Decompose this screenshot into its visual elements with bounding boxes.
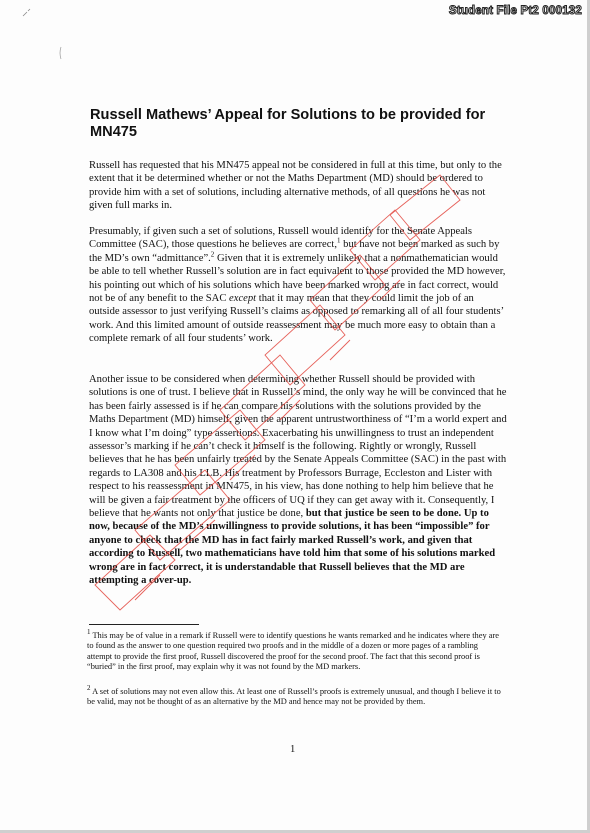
paragraph-2-text: Given that it is extremely unlikely that a nonmathematician would be able to tell whether Russell’s solution are in fact equivalent to those provided the MD however, his pointing out which of his solutions which have been marked wrong are in fact correct, would not be of any benefit to the SAC — [89, 252, 506, 305]
footnote-divider — [89, 624, 199, 625]
paragraph-3 — [89, 373, 507, 588]
scan-speck — [58, 46, 62, 60]
document-title: Russell Mathews’ Appeal for Solutions to be provided for MN475 — [90, 107, 486, 140]
file-stamp: Student File Pt2 000132 — [448, 5, 582, 17]
footnote-ref-2: 2 — [210, 250, 215, 259]
paragraph-2-text: Presumably, if given such a set of solutions, Russell would identify for the Senate Appeals Committee (SAC), those questions he believes are correct, — [89, 226, 472, 251]
paragraph-3-text: Another issue to be considered when determining whether Russell should be provided with solutions is one of trust. I believe that in Russell’s mind, the only way he will be convinced that he has been fairly assessed is if he can compare his solutions with the solutions provided by the Maths Department (MD) himself, given the apparent untrustworthiness of “I’m a world expert and I know what I’m doing” type assertions. Exacerbating his unwillingness to trust an independent assessor’s marking if he can’t check it himself is the following. Rightly or wrongly, Russell believes that he has been unfairly treated by the Senate Appeals Committee (SAC) in the past with regards to LA308 and his LLB. His treatment by Professors Burrage, Eccleston and Lister with respect to his reassessment in MN475, in his view, has done nothing to help him believe that he will be given a fair treatment by the officers of UQ if they can get away with it. Consequently, I believe that he wants not only that justice be done, — [89, 374, 507, 520]
footnote-ref-1: 1 — [337, 236, 341, 245]
footnote-1 — [87, 628, 505, 673]
footnote-text: A set of solutions may not even allow this. At least one of Russell’s proofs is extremely unusual, and though I believe it to be valid, may not be thought of as an alternative by the MD and hence may not be provided by them. — [87, 687, 501, 707]
footnote-mark: 1 — [87, 628, 91, 637]
page-number: 1 — [290, 744, 296, 755]
paragraph-3-bold-text: but that justice be seen to be done. Up to now, because of the MD’s unwillingness to provide solutions, it has been “impossible” for anyone to check that the MD has in fact fairly marked Russell’s work, and given that according to Russell, two mathematicians have told him that some of his solutions marked wrong are in fact correct, it is understandable that Russell believes that the MD are attempting a cover-up. — [89, 508, 496, 587]
footnote-2 — [87, 684, 505, 708]
scan-speck — [22, 8, 34, 18]
paragraph-2-text: but have not been marked as such by the MD’s own “admittance”. — [89, 239, 500, 264]
italic-word: except — [229, 293, 257, 305]
paragraph-1: Russell has requested that his MN475 appeal not be considered in full at this time, but only to the extent that it be determined whether or not the Maths Department (MD) should be ordered to provide him with a set of solutions, including alternative methods, of all questions he was not given full marks in. — [89, 160, 502, 212]
paragraph-2 — [89, 225, 507, 346]
footnote-text: This may be of value in a remark if Russell were to identify questions he wants remarked and he indicates where they are to found as the answer to one question required two proofs and in the middle of a dozen or more pages of a rambling attempt to provide the first proof, Russell discovered the proof for the second proof. The fact that this second proof is “buried” in the first proof, may explain why it was not found by the MD markers. — [87, 631, 499, 672]
footnote-mark: 2 — [87, 684, 91, 693]
paragraph-2-text: that it may mean that they could limit the job of an outside assessor to just verifying Russell’s claims as opposed to remarking all of all four students’ work. And this limited amount of outside reassessment may be much more easy to obtain than a complete remark of all four students’ work. — [89, 293, 504, 345]
